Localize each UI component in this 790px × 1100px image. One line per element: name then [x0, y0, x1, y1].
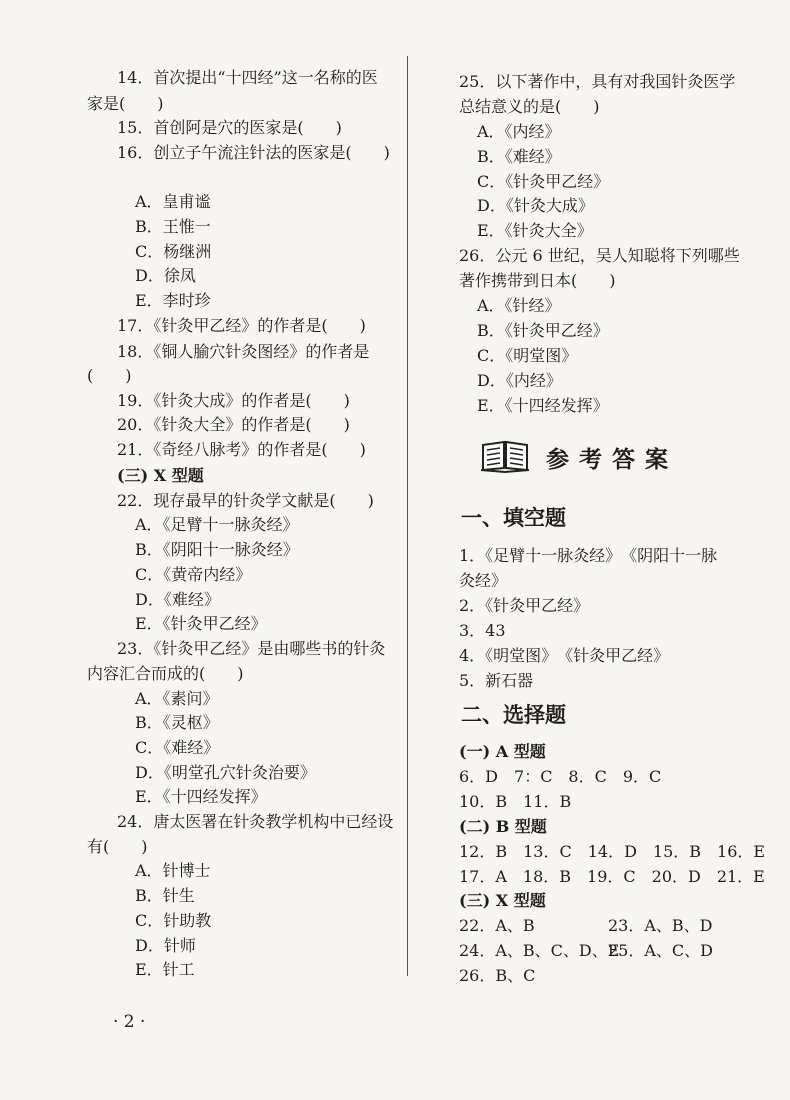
question-line: 25．以下著作中，具有对我国针灸医学: [459, 72, 736, 91]
option-line: D．《针灸大成》: [477, 196, 594, 215]
answer-line: 5．新石器: [459, 671, 534, 690]
question-line: 14．首次提出“十四经”这一名称的医: [117, 68, 378, 87]
option-line: C．《明堂图》: [477, 346, 578, 365]
question-line: 26．公元 6 世纪，吴人知聪将下列哪些: [459, 246, 740, 265]
question-line: 有( ): [87, 837, 148, 856]
option-line: D．《明堂孔穴针灸治要》: [135, 763, 316, 782]
option-line: C．杨继洲: [135, 242, 212, 261]
section-title: 一、填空题: [461, 505, 566, 530]
option-line: C．《难经》: [135, 738, 220, 757]
question-line: 21．《奇经八脉考》的作者是( ): [117, 440, 366, 459]
answer-line: 3．43: [459, 621, 506, 640]
option-line: A．《素问》: [135, 689, 219, 708]
answer-line: 2．《针灸甲乙经》: [459, 596, 590, 615]
question-line: 总结意义的是( ): [459, 97, 600, 116]
answer-subheading: (三) X 型题: [459, 891, 546, 910]
option-line: E．针工: [135, 960, 195, 979]
option-line: E．《针灸大全》: [477, 221, 593, 240]
answer-subheading: (二) B 型题: [459, 817, 547, 836]
answer-line: 1．《足臂十一脉灸经》 《阴阳十一脉: [459, 546, 718, 565]
option-line: B．《难经》: [477, 147, 561, 166]
section-heading: (三) X 型题: [117, 466, 204, 485]
option-line: C．针助教: [135, 911, 212, 930]
column-divider: [407, 56, 408, 976]
question-line: 20．《针灸大全》的作者是( ): [117, 415, 350, 434]
open-book-icon: [480, 437, 530, 477]
option-line: D．《内经》: [477, 371, 562, 390]
option-line: A．针博士: [135, 861, 211, 880]
question-line: 内容汇合而成的( ): [87, 664, 244, 683]
question-line: ( ): [87, 366, 132, 385]
option-line: A．《足臂十一脉灸经》: [135, 515, 299, 534]
option-line: B．《阴阳十一脉灸经》: [135, 540, 299, 559]
option-line: C．《针灸甲乙经》: [477, 172, 610, 191]
question-line: 17．《针灸甲乙经》的作者是( ): [117, 316, 366, 335]
question-line: 24．唐太医署在针灸教学机构中已经设: [117, 812, 394, 831]
answer-line: 12．B 13．C 14．D 15．B 16．E: [459, 842, 766, 861]
question-line: 19．《针灸大成》的作者是( ): [117, 391, 350, 410]
answer-line: 10．B 11．B: [459, 792, 572, 811]
option-line: E．《针灸甲乙经》: [135, 614, 267, 633]
answer-line: 17．A 18．B 19．C 20．D 21．E: [459, 867, 765, 886]
option-line: B．《灵枢》: [135, 713, 219, 732]
question-line: 18．《铜人腧穴针灸图经》的作者是: [117, 342, 370, 361]
answer-line: 25．A、C、D: [608, 941, 713, 960]
option-line: A．皇甫谧: [135, 192, 211, 211]
answer-line: 24．A、B、C、D、E: [459, 941, 620, 960]
section-title: 二、选择题: [461, 702, 566, 727]
page-number: · 2 ·: [113, 1012, 146, 1032]
answer-subheading: (一) A 型题: [459, 742, 546, 761]
option-line: C．《黄帝内经》: [135, 565, 252, 584]
answer-line: 26．B、C: [459, 966, 536, 985]
option-line: B．《针灸甲乙经》: [477, 321, 609, 340]
question-line: 23．《针灸甲乙经》是由哪些书的针灸: [117, 639, 386, 658]
answer-line: 22．A、B: [459, 916, 535, 935]
answers-banner: [480, 437, 678, 477]
option-line: B．针生: [135, 886, 195, 905]
option-line: D．针师: [135, 936, 196, 955]
option-line: E．李时珍: [135, 291, 211, 310]
option-line: E．《十四经发挥》: [135, 787, 267, 806]
question-line: 著作携带到日本( ): [459, 271, 616, 290]
question-line: 16．创立子午流注针法的医家是( ): [117, 143, 390, 162]
option-line: A．《内经》: [477, 122, 561, 141]
option-line: D．《难经》: [135, 590, 220, 609]
option-line: D．徐凤: [135, 266, 196, 285]
question-line: 15．首创阿是穴的医家是( ): [117, 118, 342, 137]
question-line: 家是( ): [87, 94, 164, 113]
answer-line: 4．《明堂图》 《针灸甲乙经》: [459, 646, 670, 665]
answers-title: 参考答案: [546, 445, 678, 473]
answer-line: 灸经》: [459, 571, 508, 590]
answer-line: 23．A、B、D: [608, 916, 713, 935]
answer-line: 6．D 7：C 8．C 9．C: [459, 767, 662, 786]
question-line: 22．现存最早的针灸学文献是( ): [117, 491, 374, 510]
option-line: B．王惟一: [135, 217, 211, 236]
option-line: E．《十四经发挥》: [477, 396, 609, 415]
option-line: A．《针经》: [477, 296, 561, 315]
